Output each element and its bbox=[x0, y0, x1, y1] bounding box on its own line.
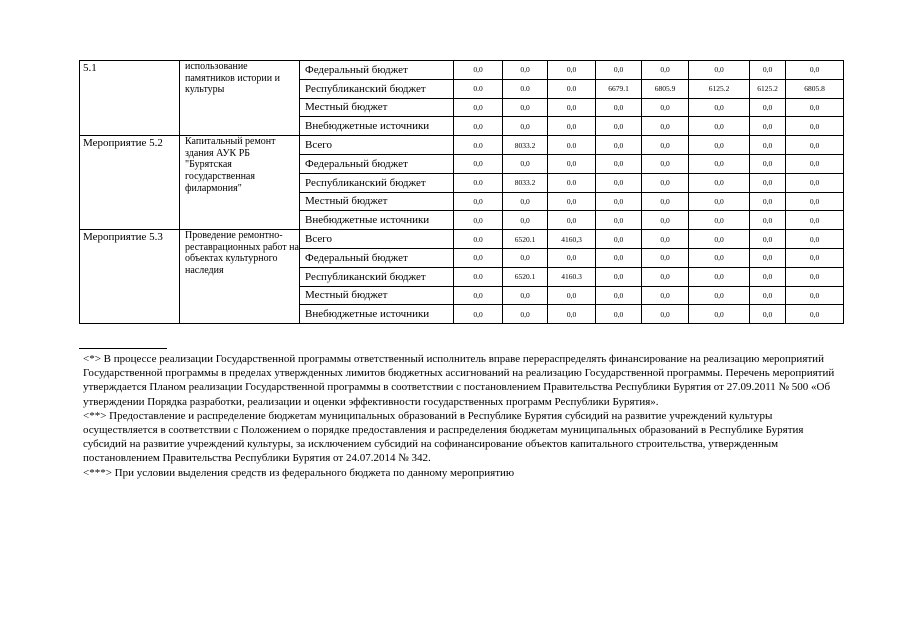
value-cell: 0,0 bbox=[503, 286, 548, 305]
footnote: <*> В процессе реализации Государственной программы ответственный исполнитель вправе перераспределять финансирование на реализацию мероприятий Государственной программы в пределах утвержденных лимитов бюджетных ассигнований на реализацию Государственной программы. Перечень мероприятий утверждается Планом реализации Государственной программы в соответствии с постановлением Правительства Республики Бурятия от 27.09.2011 № 500 «Об утверждении Порядка разработки, реализации и оценки эффективности государственных программ Республики Бурятия». bbox=[83, 353, 835, 408]
value-cell: 0,0 bbox=[642, 286, 689, 305]
funding-source-cell: Республиканский бюджет bbox=[300, 267, 454, 286]
value-cell: 0,0 bbox=[642, 61, 689, 80]
value-cell: 0,0 bbox=[596, 136, 642, 155]
value-cell: 0,0 bbox=[454, 117, 503, 136]
footnotes bbox=[83, 352, 843, 480]
value-cell: 0,0 bbox=[596, 192, 642, 211]
table-row bbox=[80, 230, 844, 249]
funding-source-cell: Внебюджетные источники bbox=[300, 211, 454, 230]
value-cell: 0,0 bbox=[596, 248, 642, 267]
value-cell: 0,0 bbox=[596, 286, 642, 305]
value-cell: 0,0 bbox=[596, 98, 642, 117]
value-cell: 0,0 bbox=[642, 211, 689, 230]
value-cell: 0,0 bbox=[642, 173, 689, 192]
value-cell: 0,0 bbox=[689, 61, 750, 80]
value-cell: 0,0 bbox=[548, 61, 596, 80]
value-cell: 4160.3 bbox=[548, 267, 596, 286]
value-cell: 0,0 bbox=[454, 211, 503, 230]
value-cell: 0,0 bbox=[750, 173, 786, 192]
footnote: <***> При условии выделения средств из федерального бюджета по данному мероприятию bbox=[83, 466, 515, 479]
funding-source-cell: Внебюджетные источники bbox=[300, 117, 454, 136]
value-cell: 0,0 bbox=[750, 154, 786, 173]
value-cell: 0,0 bbox=[750, 230, 786, 249]
value-cell: 0,0 bbox=[454, 305, 503, 324]
value-cell: 0,0 bbox=[548, 154, 596, 173]
value-cell: 0.0 bbox=[503, 79, 548, 98]
value-cell: 0,0 bbox=[503, 248, 548, 267]
value-cell: 0.0 bbox=[548, 79, 596, 98]
table-row bbox=[80, 136, 844, 155]
value-cell: 0,0 bbox=[548, 117, 596, 136]
value-cell: 0,0 bbox=[750, 267, 786, 286]
value-cell: 0,0 bbox=[786, 305, 844, 324]
table-body bbox=[80, 61, 844, 324]
value-cell: 0,0 bbox=[642, 248, 689, 267]
value-cell: 0,0 bbox=[689, 305, 750, 324]
value-cell: 0.0 bbox=[454, 173, 503, 192]
value-cell: 0,0 bbox=[503, 192, 548, 211]
funding-source-cell: Местный бюджет bbox=[300, 286, 454, 305]
value-cell: 0,0 bbox=[642, 98, 689, 117]
funding-source-cell: Федеральный бюджет bbox=[300, 248, 454, 267]
footnote: <**> Предоставление и распределение бюджетам муниципальных образований в Республике Бурятия субсидий на развитие учреждений культуры осуществляется в соответствии с Положением о порядке предоставления и распределения бюджетам муниципальных образований в Республике Бурятия субсидий на развитие учреждений культуры, за исключением субсидий на софинансирование объектов капитального строительства, утвержденным постановлением Правительства Республики Бурятия от 24.07.2014 № 342. bbox=[83, 409, 804, 465]
activity-name-cell: Проведение ремонтно-реставрационных работ на объектах культурного наследия bbox=[180, 230, 300, 324]
value-cell: 0,0 bbox=[454, 154, 503, 173]
value-cell: 6805.9 bbox=[642, 79, 689, 98]
value-cell: 0,0 bbox=[689, 267, 750, 286]
value-cell: 0,0 bbox=[548, 211, 596, 230]
value-cell: 0,0 bbox=[786, 136, 844, 155]
value-cell: 0.0 bbox=[548, 173, 596, 192]
value-cell: 0,0 bbox=[642, 136, 689, 155]
funding-source-cell: Местный бюджет bbox=[300, 98, 454, 117]
funding-source-cell: Республиканский бюджет bbox=[300, 173, 454, 192]
funding-source-cell: Внебюджетные источники bbox=[300, 305, 454, 324]
value-cell: 0,0 bbox=[786, 61, 844, 80]
budget-table bbox=[79, 60, 844, 324]
value-cell: 6520.1 bbox=[503, 230, 548, 249]
value-cell: 0,0 bbox=[454, 286, 503, 305]
value-cell: 0,0 bbox=[503, 98, 548, 117]
value-cell: 0,0 bbox=[642, 305, 689, 324]
value-cell: 0,0 bbox=[548, 192, 596, 211]
value-cell: 0,0 bbox=[596, 117, 642, 136]
value-cell: 0,0 bbox=[642, 192, 689, 211]
value-cell: 0,0 bbox=[750, 192, 786, 211]
value-cell: 0,0 bbox=[750, 117, 786, 136]
value-cell: 0,0 bbox=[786, 230, 844, 249]
value-cell: 0,0 bbox=[689, 211, 750, 230]
activity-name-cell: Капитальный ремонт здания АУК РБ "Бурятская государственная филармония" bbox=[180, 136, 300, 230]
value-cell: 0,0 bbox=[548, 98, 596, 117]
funding-source-cell: Республиканский бюджет bbox=[300, 79, 454, 98]
footnote-separator bbox=[79, 348, 167, 349]
value-cell: 6520.1 bbox=[503, 267, 548, 286]
value-cell: 0,0 bbox=[689, 117, 750, 136]
value-cell: 0,0 bbox=[454, 248, 503, 267]
value-cell: 0,0 bbox=[596, 230, 642, 249]
value-cell: 0,0 bbox=[750, 305, 786, 324]
funding-source-cell: Федеральный бюджет bbox=[300, 61, 454, 80]
value-cell: 0,0 bbox=[642, 154, 689, 173]
value-cell: 0,0 bbox=[503, 154, 548, 173]
value-cell: 0,0 bbox=[642, 267, 689, 286]
value-cell: 0,0 bbox=[750, 136, 786, 155]
value-cell: 0,0 bbox=[642, 117, 689, 136]
value-cell: 0,0 bbox=[786, 98, 844, 117]
value-cell: 0,0 bbox=[503, 211, 548, 230]
funding-source-cell: Местный бюджет bbox=[300, 192, 454, 211]
value-cell: 6125.2 bbox=[750, 79, 786, 98]
value-cell: 0,0 bbox=[786, 248, 844, 267]
value-cell: 0,0 bbox=[689, 286, 750, 305]
value-cell: 0,0 bbox=[454, 98, 503, 117]
value-cell: 8033.2 bbox=[503, 136, 548, 155]
value-cell: 0,0 bbox=[596, 61, 642, 80]
value-cell: 0,0 bbox=[786, 267, 844, 286]
value-cell: 0,0 bbox=[786, 173, 844, 192]
value-cell: 0,0 bbox=[689, 98, 750, 117]
value-cell: 4160,3 bbox=[548, 230, 596, 249]
value-cell: 0,0 bbox=[786, 192, 844, 211]
value-cell: 0,0 bbox=[548, 286, 596, 305]
value-cell: 0,0 bbox=[503, 61, 548, 80]
value-cell: 0,0 bbox=[750, 61, 786, 80]
value-cell: 0,0 bbox=[454, 61, 503, 80]
value-cell: 0,0 bbox=[548, 305, 596, 324]
value-cell: 0.0 bbox=[454, 230, 503, 249]
activity-code-cell: Мероприятие 5.3 bbox=[80, 230, 180, 324]
value-cell: 0,0 bbox=[548, 248, 596, 267]
value-cell: 0,0 bbox=[596, 211, 642, 230]
activity-code-cell: Мероприятие 5.2 bbox=[80, 136, 180, 230]
value-cell: 0,0 bbox=[596, 173, 642, 192]
value-cell: 0,0 bbox=[642, 230, 689, 249]
value-cell: 0,0 bbox=[689, 136, 750, 155]
table-row bbox=[80, 61, 844, 80]
activity-name-cell: использование памятников истории и культуры bbox=[180, 61, 300, 136]
activity-code-cell: 5.1 bbox=[80, 61, 180, 136]
value-cell: 8033.2 bbox=[503, 173, 548, 192]
value-cell: 0,0 bbox=[786, 286, 844, 305]
value-cell: 0,0 bbox=[786, 211, 844, 230]
value-cell: 0,0 bbox=[786, 154, 844, 173]
value-cell: 0.0 bbox=[454, 267, 503, 286]
funding-source-cell: Федеральный бюджет bbox=[300, 154, 454, 173]
value-cell: 0,0 bbox=[503, 305, 548, 324]
value-cell: 0,0 bbox=[596, 305, 642, 324]
value-cell: 0,0 bbox=[750, 98, 786, 117]
value-cell: 6679.1 bbox=[596, 79, 642, 98]
value-cell: 0,0 bbox=[786, 117, 844, 136]
funding-source-cell: Всего bbox=[300, 136, 454, 155]
value-cell: 0,0 bbox=[689, 248, 750, 267]
value-cell: 6805.8 bbox=[786, 79, 844, 98]
value-cell: 0,0 bbox=[503, 117, 548, 136]
value-cell: 0,0 bbox=[689, 154, 750, 173]
value-cell: 0,0 bbox=[596, 154, 642, 173]
value-cell: 0,0 bbox=[596, 267, 642, 286]
value-cell: 0.0 bbox=[454, 79, 503, 98]
value-cell: 0.0 bbox=[548, 136, 596, 155]
funding-source-cell: Всего bbox=[300, 230, 454, 249]
value-cell: 0.0 bbox=[454, 136, 503, 155]
value-cell: 0,0 bbox=[689, 192, 750, 211]
value-cell: 0,0 bbox=[750, 211, 786, 230]
value-cell: 0,0 bbox=[750, 286, 786, 305]
value-cell: 0,0 bbox=[689, 230, 750, 249]
value-cell: 6125.2 bbox=[689, 79, 750, 98]
value-cell: 0,0 bbox=[689, 173, 750, 192]
value-cell: 0,0 bbox=[750, 248, 786, 267]
value-cell: 0,0 bbox=[454, 192, 503, 211]
